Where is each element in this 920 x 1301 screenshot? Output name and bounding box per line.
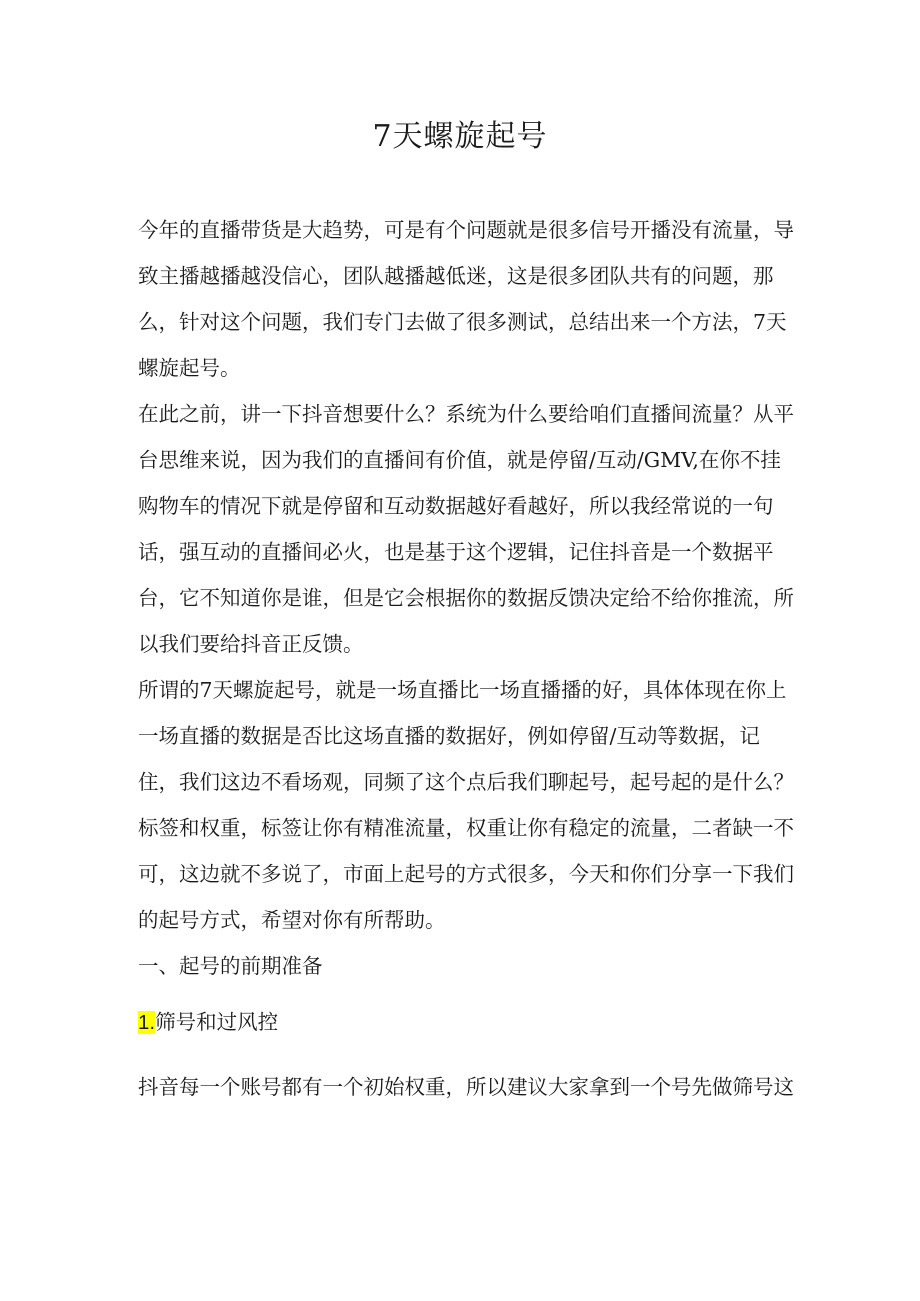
paragraph-line: 的起号方式，希望对你有所帮助。 xyxy=(138,908,446,932)
paragraph-account-screening xyxy=(138,1064,794,1110)
paragraph-line: 以我们要给抖音正反馈。 xyxy=(138,632,364,656)
subsection-text: 筛号和过风控 xyxy=(155,1010,279,1034)
paragraph-line: 台，它不知道你是谁，但是它会根据你的数据反馈决定给不给你推流，所 xyxy=(138,586,794,610)
paragraph-line: 话，强互动的直播间必火，也是基于这个逻辑，记住抖音是一个数据平 xyxy=(138,540,774,564)
document-body xyxy=(138,207,794,1110)
paragraph-line: 住，我们这边不看场观，同频了这个点后我们聊起号，起号起的是什么？ xyxy=(138,770,794,794)
paragraph-line: 抖音每一个账号都有一个初始权重，所以建议大家拿到一个号先做筛号这 xyxy=(138,1075,794,1099)
paragraph-line: 致主播越播越没信心，团队越播越低迷，这是很多团队共有的问题，那 xyxy=(138,264,774,288)
paragraph-line: 台思维来说，因为我们的直播间有价值，就是停留/互动/GMV,在你不挂 xyxy=(138,448,781,472)
paragraph-intro xyxy=(138,207,794,391)
document-title: 7天螺旋起号 xyxy=(372,119,548,154)
subsection-heading xyxy=(138,999,786,1046)
paragraph-spiral-method xyxy=(138,667,794,943)
paragraph-line: 所谓的7天螺旋起号，就是一场直播比一场直播播的好，具体体现在你上 xyxy=(138,678,787,702)
paragraph-line: 今年的直播带货是大趋势，可是有个问题就是很多信号开播没有流量，导 xyxy=(138,218,794,242)
paragraph-line: 购物车的情况下就是停留和互动数据越好看越好，所以我经常说的一句 xyxy=(138,494,774,518)
spacer xyxy=(138,1046,786,1064)
paragraph-line: 么，针对这个问题，我们专门去做了很多测试，总结出来一个方法，7天 xyxy=(138,310,787,334)
paragraph-line: 标签和权重，标签让你有精准流量，权重让你有稳定的流量，二者缺一不 xyxy=(138,816,794,840)
paragraph-line: 一场直播的数据是否比这场直播的数据好，例如停留/互动等数据，记 xyxy=(138,724,760,748)
subsection-number-highlight: 1. xyxy=(138,1011,156,1034)
paragraph-line: 在此之前，讲一下抖音想要什么？系统为什么要给咱们直播间流量？从平 xyxy=(138,402,794,426)
paragraph-platform-logic xyxy=(138,391,794,667)
paragraph-line: 螺旋起号。 xyxy=(138,356,241,380)
section-heading: 一、起号的前期准备 xyxy=(138,954,323,978)
paragraph-line: 可，这边就不多说了，市面上起号的方式很多，今天和你们分享一下我们 xyxy=(138,862,794,886)
